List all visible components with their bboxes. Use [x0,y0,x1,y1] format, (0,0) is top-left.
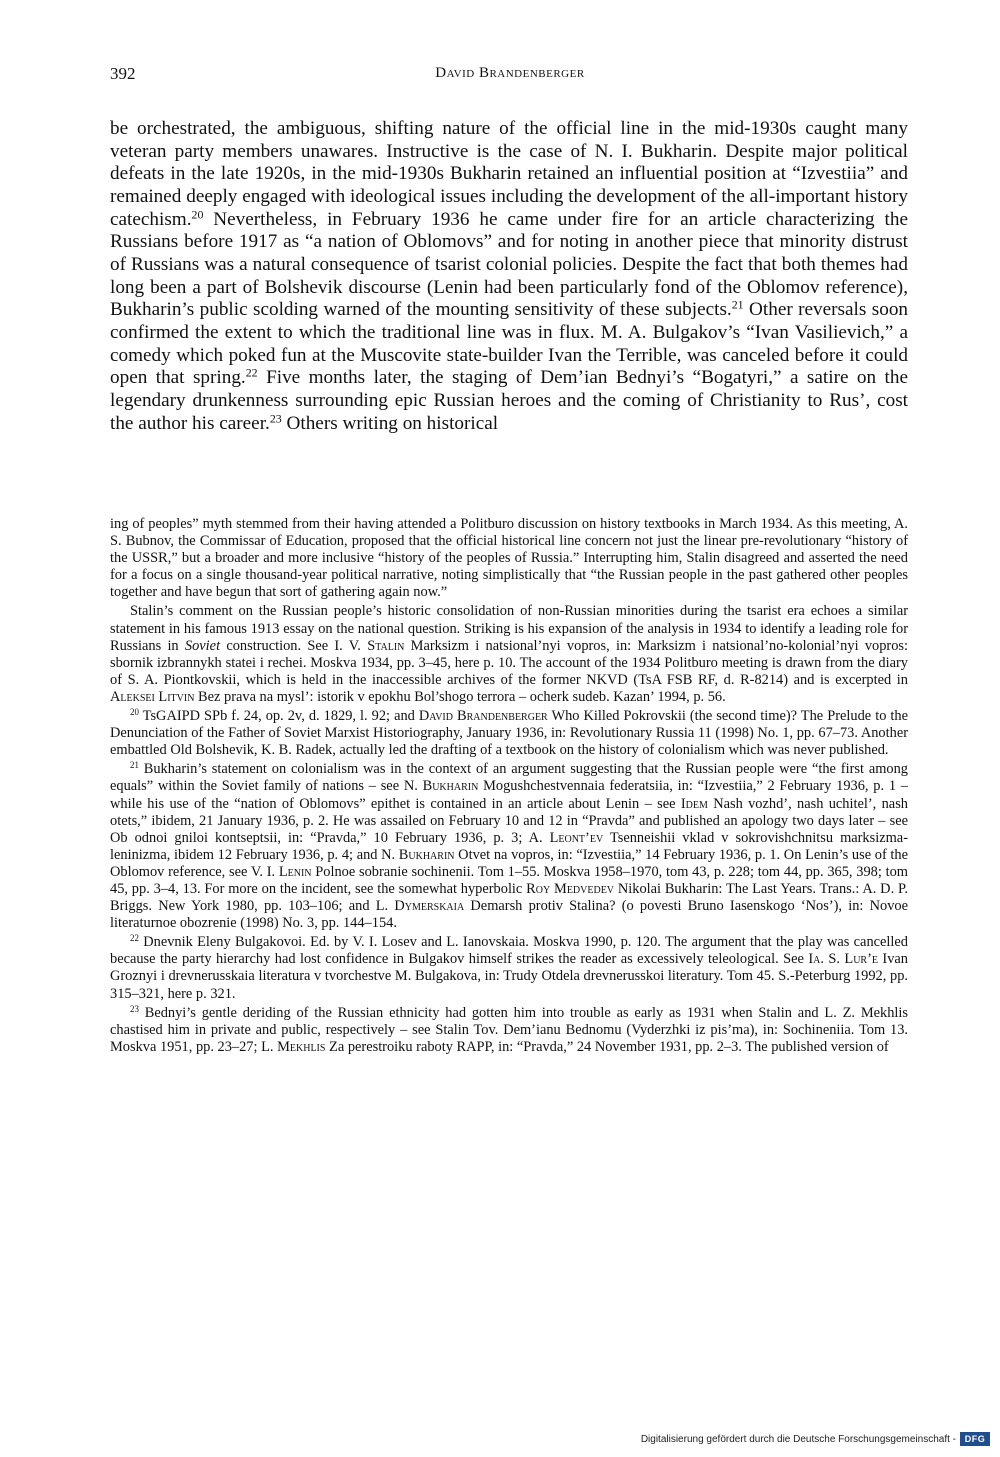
author-name: David Brandenberger [418,708,548,725]
footnote-ref-22[interactable]: 22 [245,365,258,380]
footnote-21 [110,761,908,932]
author-name: Mekhlis [277,1038,326,1055]
footnote-text: Dnevnik Eleny Bulgakovoi. Ed. by V. I. Losev and L. Ianovskaia. Moskva 1990, p. 120. The argument that the play was cancelled because the party hierarchy had lost confidence in Bulgakov himself strikes the reader as excessively teleological. See [110,934,908,968]
footnote-text: ing of peoples” myth stemmed from their having attended a Politburo discussion on history textbooks in March 1934. As this meeting, A. S. Bubnov, the Commissar of Education, proposed that the official historical line concern not just the linear pre-revolutionary “history of the USSR,” but a broader and more inclusive “history of the peoples of Russia.” Interrupting him, Stalin disagreed and asserted the need for a focus on a single thousand-year political narrative, noting simplistically that “the Russian people in the past gathered other peoples together and have begun that sort of gathering again now.” [110,516,908,601]
footnote-20 [110,708,908,759]
body-text: Five months later, the staging of Dem’ian Bednyi’s “Bogatyri,” a satire on the legendary drunkenness surrounding epic Russian heroes and the coming of Christianity to Rus’, cost the author his career. [110,367,908,434]
author-name: Leont’ev [549,829,604,846]
footnote-number: 20 [130,707,139,718]
footnote-text: Nash vozhd’, nash uchitel’, nash otets,” ibidem, 21 January 1936, p. 2. He was assailed on February 10 and 12 in “Pravda” and published an apology two days later – see Ob odnoi gniloi kontseptsii, in: “Pravda,” 10 February 1936, p. 3; A. [110,795,908,846]
footnote-text: Mogushchestvennaia federatsiia, in: “Izvestiia,” 2 February 1936, p. 1 – while his use of the “nation of Oblomovs” epithet is contained in an article about Lenin – see [110,778,908,812]
footnote-text: Otvet na vopros, in: “Izvestiia,” 14 February 1936, p. 1. On Lenin’s use of the Oblomov reference, see V. I. [110,846,908,880]
body-paragraph [110,118,908,435]
footnotes [110,516,908,1056]
footnote-text: Polnoe sobranie sochinenii. Tom 1–55. Moskva 1958–1970, tom 43, p. 228; tom 44, pp. 365, 398; tom 45, pp. 3–4, 13. For more on the incident, see the somewhat hyperbolic [110,863,908,897]
footnote-number: 21 [130,760,139,771]
footnote-text: Marksizm i natsional’nyi vopros, in: Marksizm i natsional’no-kolonial’nyi vopros: sbornik izbrannykh statei i rechei. Moskva 1934, pp. 3–45, here p. 10. The account of the 1934 Politburo meeting is drawn from the diary of S. A. Piontkovskii, which is held in the inaccessible archives of the former NKVD (TsA FSB RF, d. R-8214) and is excerpted in [110,637,909,688]
footnote-ref-21[interactable]: 21 [731,297,744,312]
author-name: Stalin [367,637,405,654]
footnote-text: Nikolai Bukharin: The Last Years. Trans.: A. D. P. Briggs. New York 1980, pp. 103–106; and L. [110,880,908,915]
author-name: Roy Medvedev [526,880,615,897]
footnote-text: Tsenneishii vklad v sokrovishchnitsu marksizma-leninizma, ibidem 12 February 1936, p. 4; and N. [110,829,908,863]
author-name: Dymerskaia [394,898,465,915]
footnote-text: TsGAIPD SPb f. 24, op. 2v, d. 1829, l. 92; and [138,708,419,725]
footnote-text: Stalin’s comment on the Russian people’s historic consolidation of non-Russian minorities during the tsarist era echoes a similar statement in his famous 1913 essay on the national question. Striking is his expansion of the analysis in 1934 to identify a leading role for Russians in [110,603,908,654]
footer-text: Digitalisierung gefördert durch die Deutsche Forschungsgemeinschaft - [640,1433,956,1445]
footnote-text: construction. See I. V. [220,637,368,654]
footnote-ref-20[interactable]: 20 [191,207,204,222]
author-name: Aleksei Litvin [110,688,195,705]
dfg-logo-icon: DFG [960,1432,990,1446]
footnote-text: Za perestroiku raboty RAPP, in: “Pravda,” 24 November 1931, pp. 2–3. The published version of [325,1038,889,1055]
author-name: Lenin [278,863,312,880]
author-name: Ia. S. Lur’e [808,951,878,968]
body-text: Other reversals soon confirmed the extent to which the traditional line was in flux. M. A. Bulgakov’s “Ivan Vasilievich,” a comedy which poked fun at the Muscovite state-builder Ivan the Terrible, was canceled before it could open that spring. [110,299,909,389]
author-name: Bukharin [422,778,479,795]
running-head: David Brandenberger [435,65,585,81]
footnote-text: Who Killed Pokrovskii (the second time)? The Prelude to the Denunciation of the Father of Soviet Marxist Historiography, January 1936, in: Revolutionary Russia 11 (1998) No. 1, pp. 67–73. Another embattled Old Bolshevik, K. B. Radek, actually led the drafting of a textbook on the history of colonialism which was never published. [110,708,908,759]
italic-term: Soviet [184,637,221,654]
footnote-text: Bez prava na mysl’: istorik v epokhu Bol’shogo terrora – ocherk sudeb. Kazan’ 1994, p. 56. [194,688,726,705]
footnote-text: Demarsh protiv Stalina? (o povesti Bruno Iasenskogo ‘Nos’), in: Novoe literaturnoe obozrenie (1998) No. 3, pp. 144–154. [110,898,909,932]
footnote-number: 23 [130,1003,139,1014]
footnote-23 [110,1005,908,1056]
footnote-continuation-paragraph [110,603,908,706]
footnote-text: Bednyi’s gentle deriding of the Russian ethnicity had gotten him into trouble as early as 1931 when Stalin and L. Z. Mekhlis chastised him in private and public, respectively – see Stalin Tov. Dem’ianu Bednomu (Vyderzhki iz pis’ma), in: Sochineniia. Tom 13. Moskva 1951, pp. 23–27; L. [110,1004,908,1055]
footnote-continuation [110,516,908,601]
author-name: Bukharin [398,846,455,863]
footnote-number: 22 [130,933,139,944]
body-text: Others writing on historical [281,412,499,434]
footnote-22 [110,934,908,1002]
page-number: 392 [110,64,136,83]
footnote-ref-23[interactable]: 23 [269,410,282,425]
footnote-text: Bukharin’s statement on colonialism was in the context of an argument suggesting that the Russian people were “the first among equals” within the Soviet family of nations – see N. [110,761,908,795]
page-header [110,64,910,88]
digitization-footer [641,1431,990,1447]
author-name: Idem [680,795,708,812]
footnote-text: Ivan Groznyi i drevnerusskaia literatura v tvorchestve M. Bulgakova, in: Trudy Otdela drevnerusskoi literatury. Tom 45. S.-Peterburg 1992, pp. 315–321, here p. 321. [110,951,909,1002]
body-text: be orchestrated, the ambiguous, shifting nature of the official line in the mid-1930s caught many veteran party members unawares. Instructive is the case of N. I. Bukharin. Despite major political defeats in the late 1920s, in the mid-1930s Bukharin retained an influential position at “Izvestiia” and remained deeply engaged with ideological issues including the development of the all-important history catechism. [110,118,908,230]
body-text: Nevertheless, in February 1936 he came under fire for an article characterizing the Russians before 1917 as “a nation of Oblomovs” and for noting in another piece that minority distrust of Russians was a natural consequence of tsarist colonial policies. Despite the fact that both themes had long been a part of Bolshevik discourse (Lenin had been particularly fond of the Oblomov reference), Bukharin’s public scolding warned of the mounting sensitivity of these subjects. [110,208,908,321]
